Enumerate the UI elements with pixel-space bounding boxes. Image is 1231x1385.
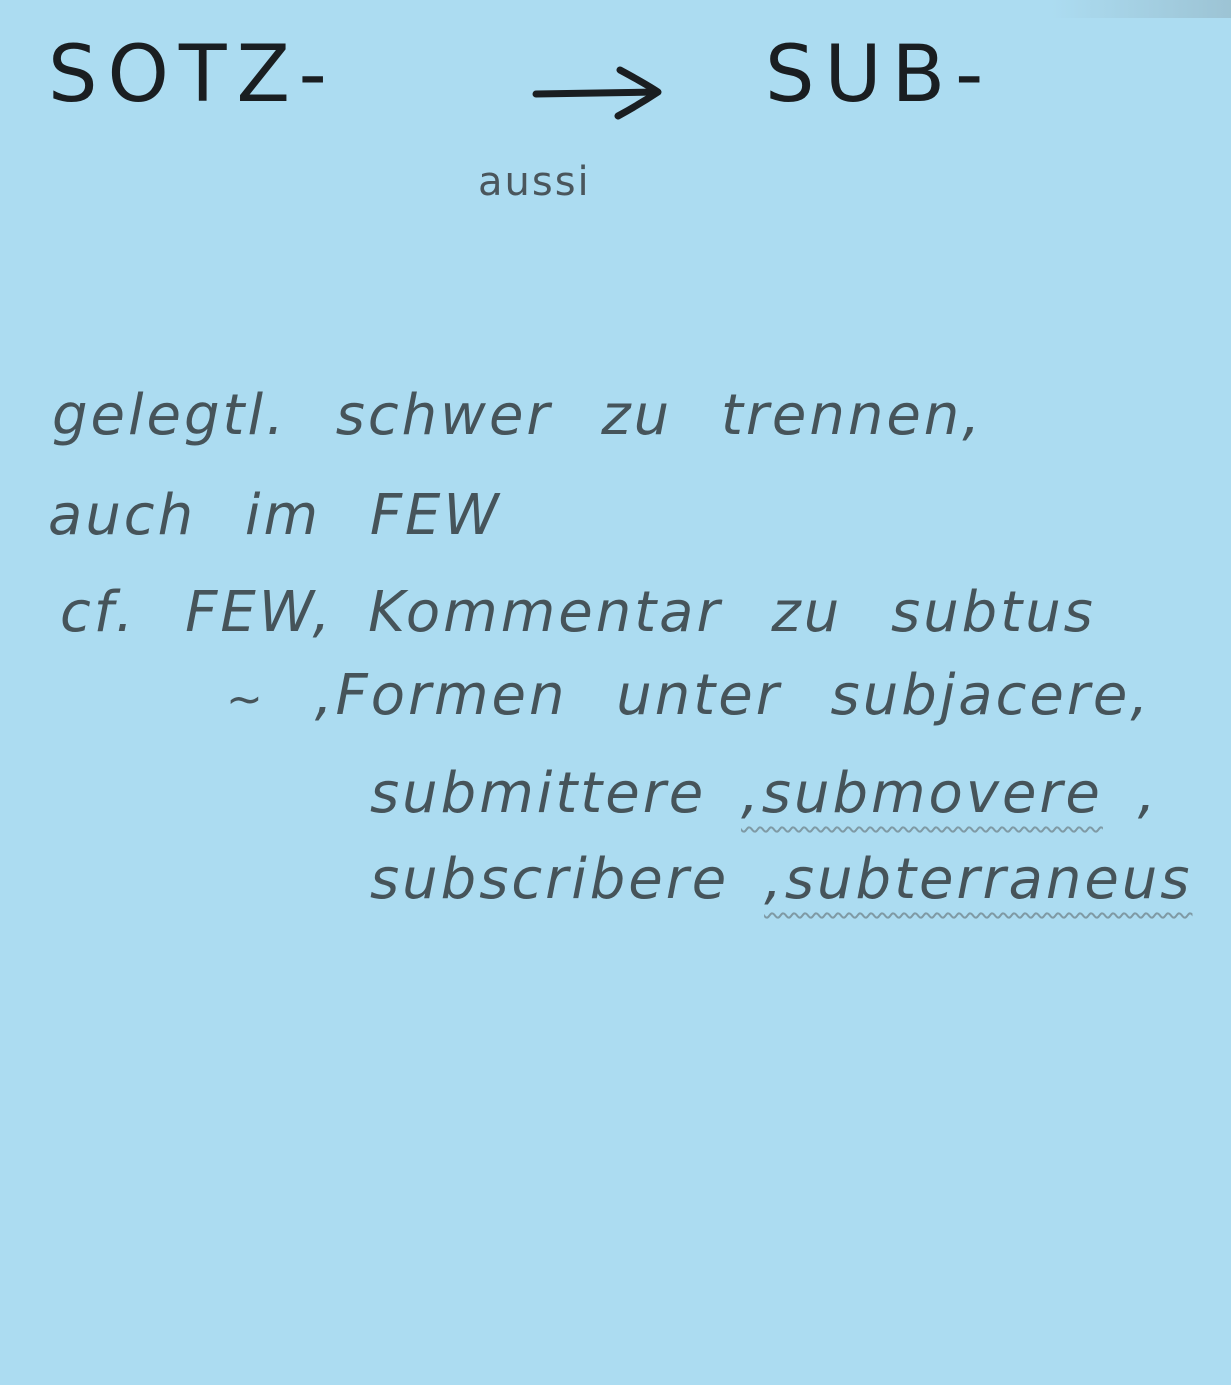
word: zu <box>771 580 843 645</box>
word: Kommentar <box>368 580 723 645</box>
word: ,Formen <box>314 663 568 728</box>
word: auch <box>48 483 197 548</box>
word: , <box>1137 761 1159 826</box>
underlined-word: ,submovere <box>740 761 1103 826</box>
word: cf. <box>60 580 137 645</box>
note-line-3 <box>60 580 1096 645</box>
underlined-word: ,subterraneus <box>764 847 1193 912</box>
note-line-4 <box>226 663 1152 728</box>
annotation-aussi: aussi <box>478 159 591 205</box>
tilde-mark: ~ <box>226 674 266 725</box>
scan-edge-shadow <box>1051 0 1231 18</box>
word: gelegtl. <box>52 383 287 448</box>
word: subscribere <box>370 847 730 912</box>
word: unter <box>616 663 782 728</box>
note-line-5 <box>370 761 1159 826</box>
note-line-2 <box>48 483 502 548</box>
word: subjacere, <box>830 663 1152 728</box>
word: FEW <box>369 483 502 548</box>
word: subtus <box>891 580 1096 645</box>
heading-source-form: SOTZ- <box>48 30 337 120</box>
word: im <box>244 483 322 548</box>
word: trennen, <box>720 383 984 448</box>
note-line-1 <box>52 383 984 448</box>
note-line-6 <box>370 847 1193 912</box>
word: zu <box>601 383 673 448</box>
heading-target-form: SUB- <box>765 30 994 120</box>
word: FEW, <box>185 580 334 645</box>
word: schwer <box>335 383 553 448</box>
right-arrow-icon <box>528 62 668 122</box>
word: submittere <box>370 761 707 826</box>
